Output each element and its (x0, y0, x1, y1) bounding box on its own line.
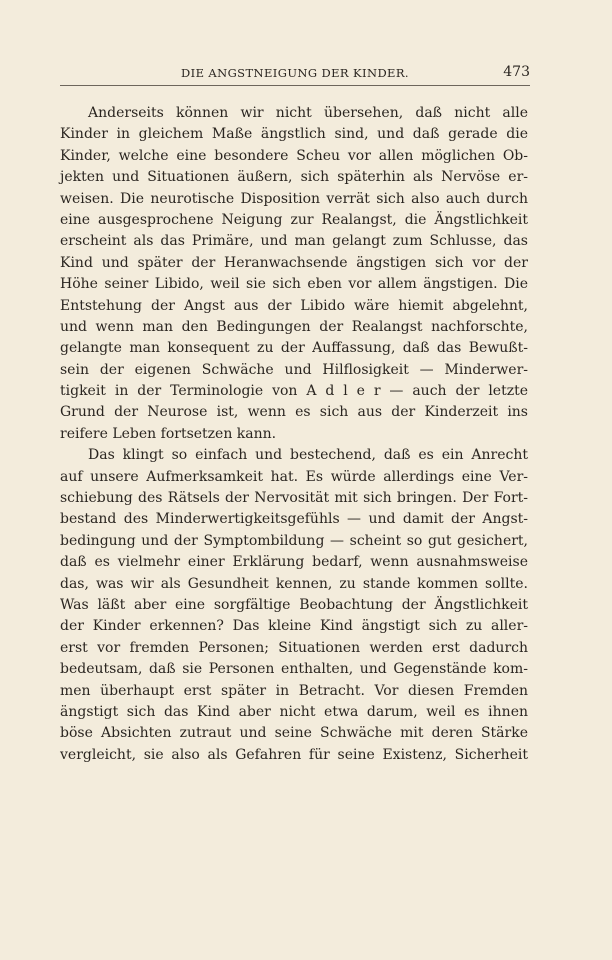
text-line: gelangte man konsequent zu der Auffassung, daß das Bewußt- (60, 340, 528, 357)
text-line: auf unsere Aufmerksamkeit hat. Es würde allerdings eine Ver- (60, 468, 528, 485)
text-line: Kind und später der Heranwachsende ängstigen sich vor der (60, 254, 528, 271)
text-line: und wenn man den Bedingungen der Realangst nachforschte, (60, 318, 528, 335)
text-line: Kinder, welche eine besondere Scheu vor allen möglichen Ob- (60, 147, 528, 164)
text-line: sein der eigenen Schwäche und Hilflosigkeit — Minderwer- (60, 361, 528, 378)
text-line: erst vor fremden Personen; Situationen werden erst dadurch (60, 639, 528, 656)
text-line: Das klingt so einfach und bestechend, daß es ein Anrecht (88, 447, 528, 464)
text-line: Anderseits können wir nicht übersehen, daß nicht alle (88, 105, 528, 121)
text-line: tigkeit in der Terminologie von A d l e r — auch der letzte (60, 383, 528, 400)
body-text (60, 103, 528, 766)
running-head (60, 64, 530, 84)
text-line: daß es vielmehr einer Erklärung bedarf, wenn ausnahmsweise (60, 554, 528, 571)
text-line: eine ausgesprochene Neigung zur Realangst, die Ängstlichkeit (60, 211, 528, 228)
header-rule (60, 85, 530, 86)
text-line: bedingung und der Symptombildung — scheint so gut gesichert, (60, 532, 528, 549)
text-line: reifere Leben fortsetzen kann. (60, 425, 277, 442)
text-line: Grund der Neurose ist, wenn es sich aus der Kinderzeit ins (60, 404, 528, 421)
text-line: Kinder in gleichem Maße ängstlich sind, und daß gerade die (60, 126, 528, 143)
running-title: DIE ANGSTNEIGUNG DER KINDER. (181, 66, 409, 80)
page-number: 473 (503, 64, 530, 80)
text-line: böse Absichten zutraut und seine Schwäche mit deren Stärke (60, 725, 528, 742)
text-line: jekten und Situationen äußern, sich späterhin als Nervöse er- (60, 169, 528, 186)
text-line: bestand des Minderwertigkeitsgefühls — und damit der Angst- (60, 511, 528, 528)
text-line: Was läßt aber eine sorgfältige Beobachtung der Ängstlichkeit (60, 596, 528, 613)
text-line: bedeutsam, daß sie Personen enthalten, und Gegenstände kom- (60, 661, 528, 678)
text-line: weisen. Die neurotische Disposition verrät sich also auch durch (60, 190, 528, 207)
text-line: ängstigt sich das Kind aber nicht etwa darum, weil es ihnen (60, 703, 528, 720)
text-line: vergleicht, sie also als Gefahren für seine Existenz, Sicherheit (60, 746, 528, 763)
text-line: schiebung des Rätsels der Nervosität mit sich bringen. Der Fort- (60, 490, 528, 507)
text-line: Höhe seiner Libido, weil sie sich eben vor allem ängstigen. Die (60, 276, 528, 293)
text-line: men überhaupt erst später in Betracht. Vor diesen Fremden (60, 682, 528, 699)
text-line: Entstehung der Angst aus der Libido wäre hiemit abgelehnt, (60, 297, 528, 314)
text-line: das, was wir als Gesundheit kennen, zu stande kommen sollte. (60, 575, 528, 592)
text-line: der Kinder erkennen? Das kleine Kind ängstigt sich zu aller- (60, 618, 528, 635)
text-line: erscheint als das Primäre, und man gelangt zum Schlusse, das (60, 233, 528, 250)
